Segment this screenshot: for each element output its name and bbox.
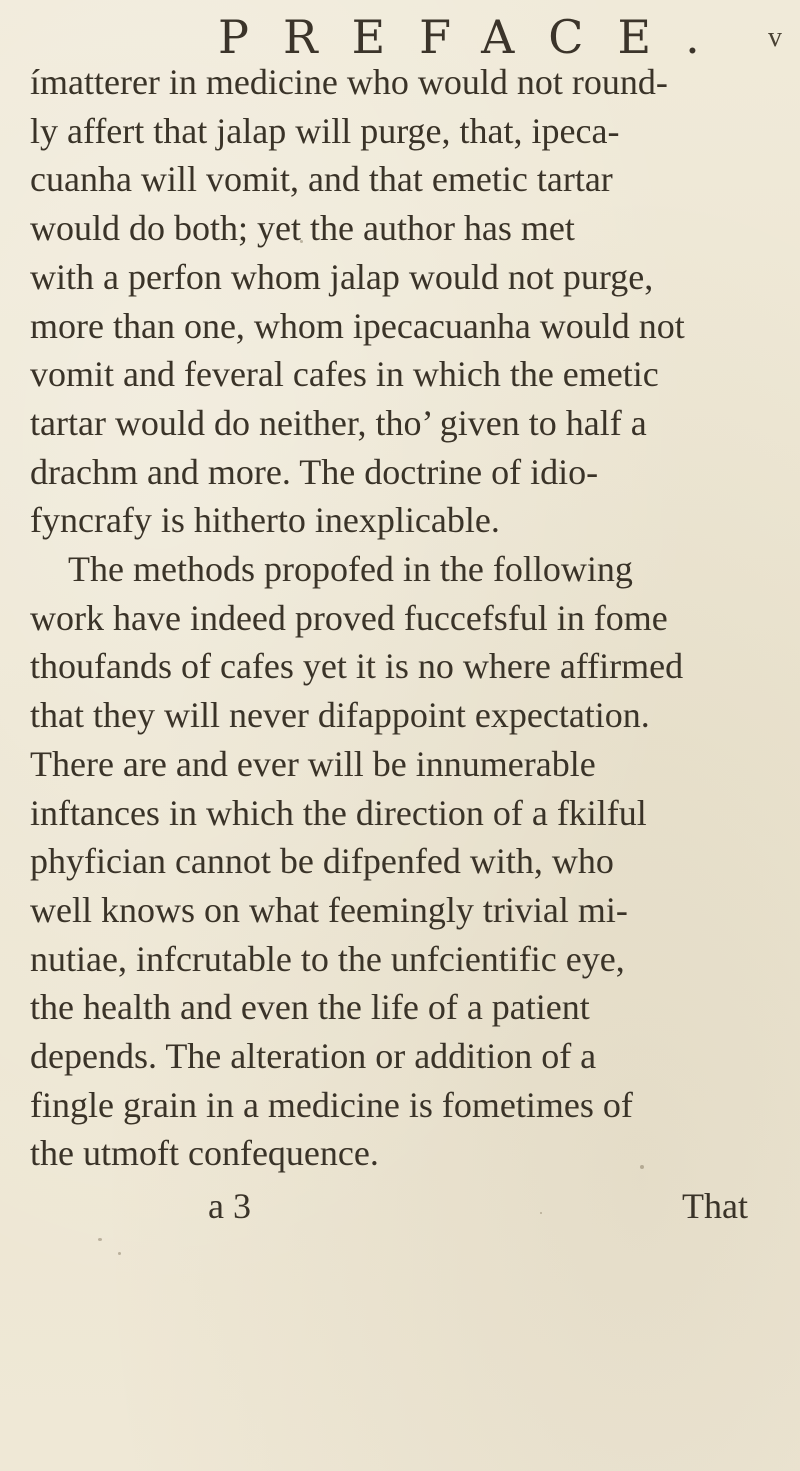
text-line: drachm and more. The doctrine of idio- [30,451,599,492]
text-line: nutiae, infcrutable to the unfcientific eye, [30,938,625,979]
text-line: thoufands of cafes yet it is no where affirmed [30,646,684,687]
text-line: fyncrafy is hitherto inexplicable. [30,500,500,541]
text-line: more than one, whom ipecacuanha would not [30,305,685,346]
text-line: work have indeed proved fuccefsful in fome [30,597,668,638]
text-line: depends. The alteration or addition of a [30,1036,597,1077]
text-line: phyfician cannot be difpenfed with, who [30,841,614,882]
body-text [30,58,760,1178]
text-line: inftances in which the direction of a fkilful [30,792,647,833]
text-line: There are and ever will be innumerable [30,743,596,784]
running-title: PREFACE. [218,10,734,64]
text-line: the utmoft confequence. [30,1133,379,1174]
catchword: That [682,1186,748,1226]
text-line: would do both; yet the author has met [30,208,575,249]
text-line: ly affert that jalap will purge, that, ipeca- [30,110,620,151]
page-number: v [768,22,782,53]
text-line: tartar would do neither, tho’ given to half a [30,402,647,443]
text-line: well knows on what feemingly trivial mi- [30,889,628,930]
text-line: vomit and feveral cafes in which the emetic [30,354,659,395]
ink-speck [98,1238,102,1241]
text-line: cuanha will vomit, and that emetic tartar [30,159,613,200]
page-footer [0,1185,800,1235]
signature-mark: a 3 [208,1186,251,1226]
paragraph-start-line: The methods propofed in the following [68,549,633,590]
text-line: ímatterer in medicine who would not round- [30,62,668,102]
ink-speck [118,1252,121,1255]
text-line: that they will never difappoint expectation. [30,695,650,736]
text-line: the health and even the life of a patient [30,987,590,1028]
text-line: fingle grain in a medicine is fometimes of [30,1084,633,1125]
text-line: with a perfon whom jalap would not purge, [30,256,654,297]
